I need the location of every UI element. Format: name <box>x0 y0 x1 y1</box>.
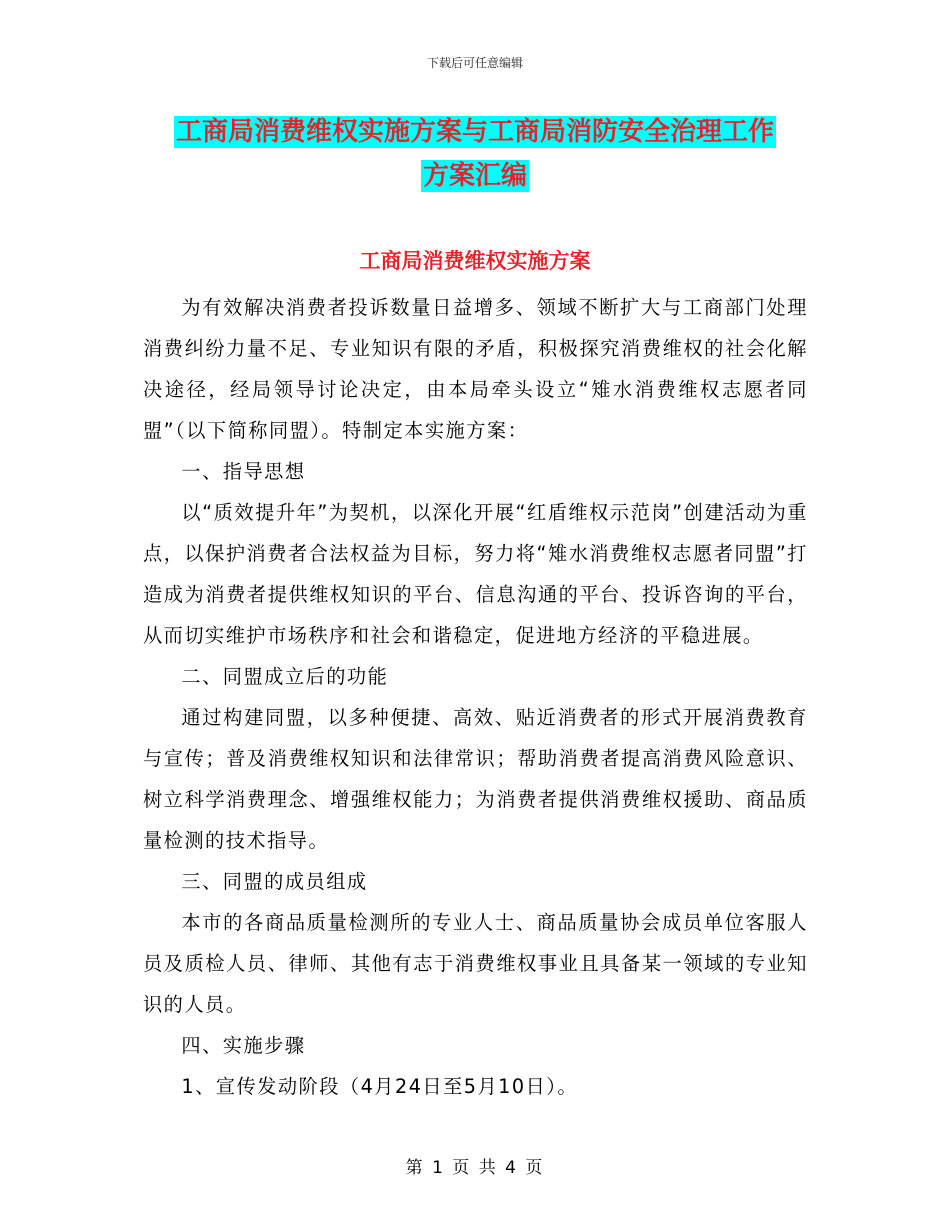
paragraph-step-1: 1、宣传发动阶段（4月24日至5月10日）。 <box>181 1075 579 1098</box>
heading-implementation-steps: 四、实施步骤 <box>181 1034 306 1057</box>
document-title <box>140 110 810 198</box>
paragraph-intro: 为有效解决消费者投诉数量日益增多、领域不断扩大与工商部门处理消费纠纷力量不足、专业知识有限的矛盾，积极探究消费维权的社会化解决途径，经局领导讨论决定，由本局牵头设立“雉水消费维权志愿者同盟”（以下简称同盟）。特制定本实施方案： <box>143 296 808 442</box>
heading-alliance-members: 三、同盟的成员组成 <box>181 870 368 893</box>
page-footer: 第 1 页 共 4 页 <box>405 1158 545 1178</box>
document-body <box>143 287 808 1107</box>
header-note: 下载后可任意编辑 <box>426 56 523 70</box>
paragraph-alliance-functions: 通过构建同盟，以多种便捷、高效、贴近消费者的形式开展消费教育与宣传；普及消费维权知识和法律常识；帮助消费者提高消费风险意识、树立科学消费理念、增强维权能力；为消费者提供消费维权援助、商品质量检测的技术指导。 <box>143 706 808 852</box>
paragraph-guiding-thought: 以“质效提升年”为契机，以深化开展“红盾维权示范岗”创建活动为重点，以保护消费者合法权益为目标，努力将“雉水消费维权志愿者同盟”打造成为消费者提供维权知识的平台、信息沟通的平台、投诉咨询的平台，从而切实维护市场秩序和社会和谐稳定，促进地方经济的平稳进展。 <box>143 501 808 647</box>
paragraph-alliance-members: 本市的各商品质量检测所的专业人士、商品质量协会成员单位客服人员及质检人员、律师、其他有志于消费维权事业且具备某一领域的专业知识的人员。 <box>143 911 808 1016</box>
heading-guiding-thought: 一、指导思想 <box>181 460 306 483</box>
section-title: 工商局消费维权实施方案 <box>359 249 591 273</box>
document-title-line2: 方案汇编 <box>422 161 527 191</box>
heading-alliance-functions: 二、同盟成立后的功能 <box>181 665 389 688</box>
document-title-line1: 工商局消费维权实施方案与工商局消防安全治理工作 <box>175 117 774 147</box>
